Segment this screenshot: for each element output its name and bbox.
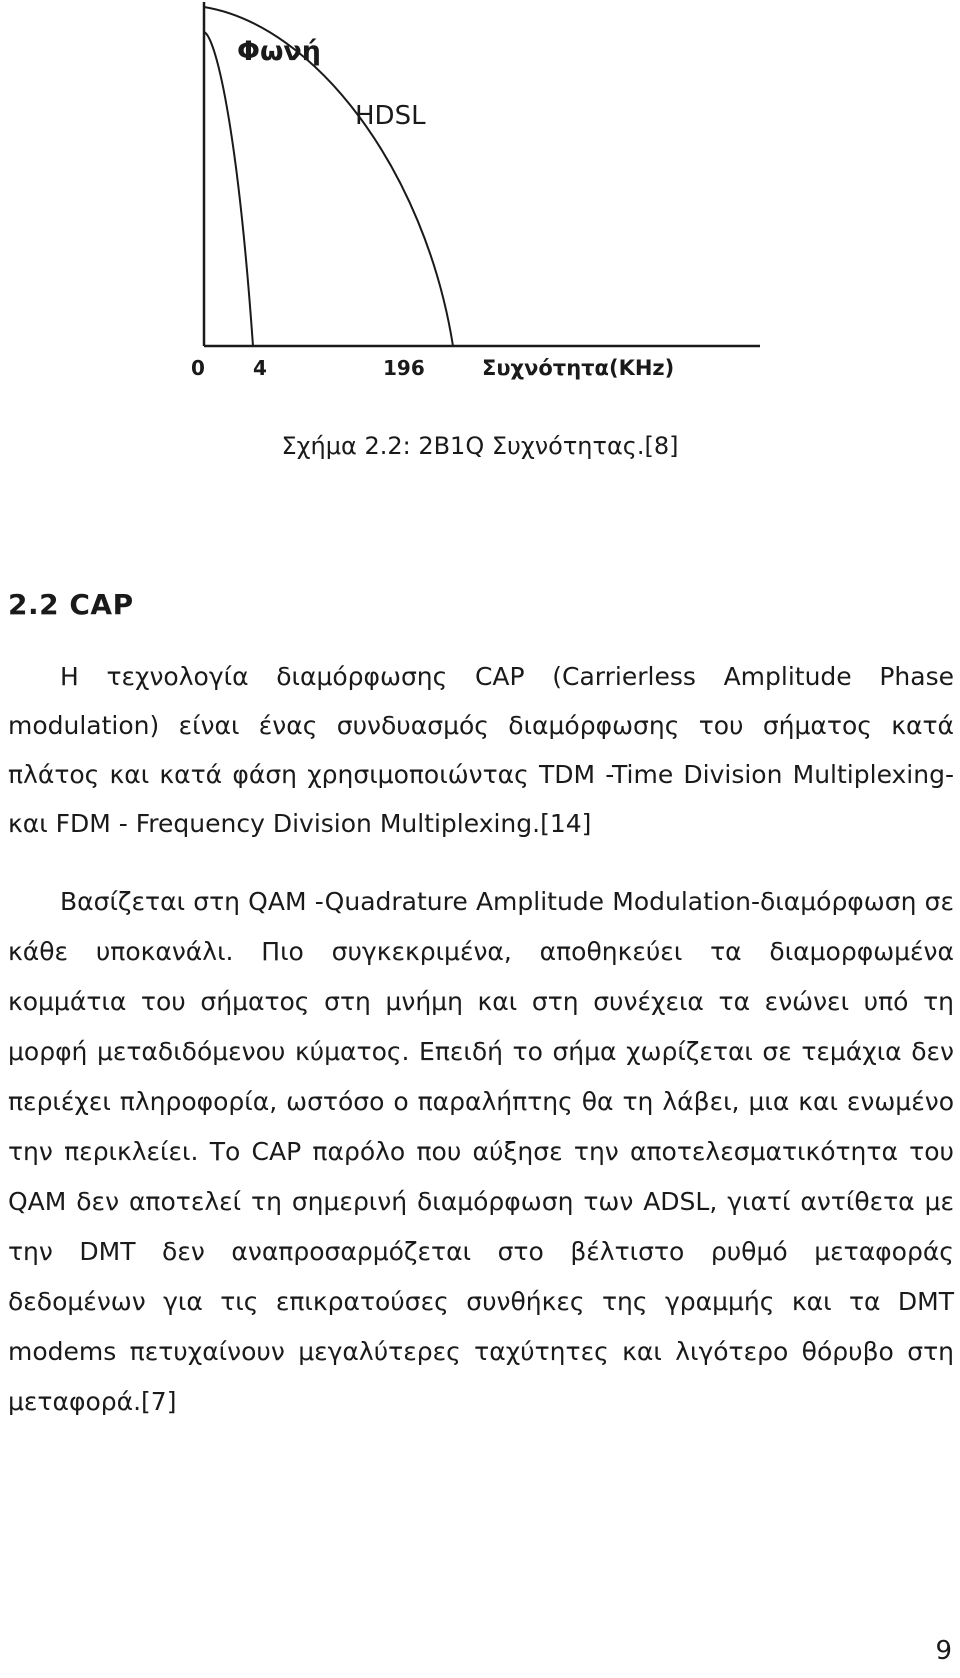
section-heading: 2.2 CAP [8,588,134,621]
paragraph: Βασίζεται στη QAM -Quadrature Amplitude Modulation-διαμόρφωση σε κάθε υποκανάλι. Πιο συγκεκριμένα, αποθηκεύει τα διαμορφωμένα κομμάτια του σήματος στη μνήμη και στη συνέχεια τα ενώνει υπό τη μορφή μεταδιδόμενου κύματος. Επειδή το σήμα χωρίζεται σε τεμάχια δεν περιέχει πληροφορία, ωστόσο ο παραλήπτης θα τη λάβει, μια και ενωμένο την περικλείει. Το CAP παρόλο που αύξησε την αποτελεσματικότητα του QAM δεν αποτελεί τη σημερινή διαμόρφωση των ADSL, γιατί αντίθετα με την DMT δεν αναπροσαρμόζεται στο βέλτιστο ρυθμό μεταφοράς δεδομένων για τις επικρατούσες συνθήκες της γραμμής και τα DMT modems πετυχαίνουν μεγαλύτερες ταχύτητες και λιγότερο θόρυβο στη μεταφορά.[7] [8,887,954,1416]
spectrum-diagram [185,0,775,390]
x-axis-label: Συχνότητα(KHz) [482,356,675,380]
voice-curve [204,32,253,346]
x-tick-label: 196 [383,356,425,380]
x-tick-label: 4 [253,356,267,380]
frequency-spectrum-figure [185,0,775,390]
hdsl-curve-label: HDSL [355,101,426,131]
page-number: 9 [935,1636,952,1666]
voice-curve-label: Φωνή [237,36,322,67]
figure-caption: Σχήμα 2.2: 2B1Q Συχνότητας.[8] [281,432,679,460]
paragraph: Η τεχνολογία διαμόρφωσης CAP (Carrierless Amplitude Phase modulation) είναι ένας συνδυασμός διαμόρφωσης του σήματος κατά πλάτος και κατά φάση χρησιμοποιώντας TDM -Time Division Multiplexing- και FDM - Frequency Division Multiplexing.[14] [8,662,954,838]
x-tick-label: 0 [191,356,205,380]
